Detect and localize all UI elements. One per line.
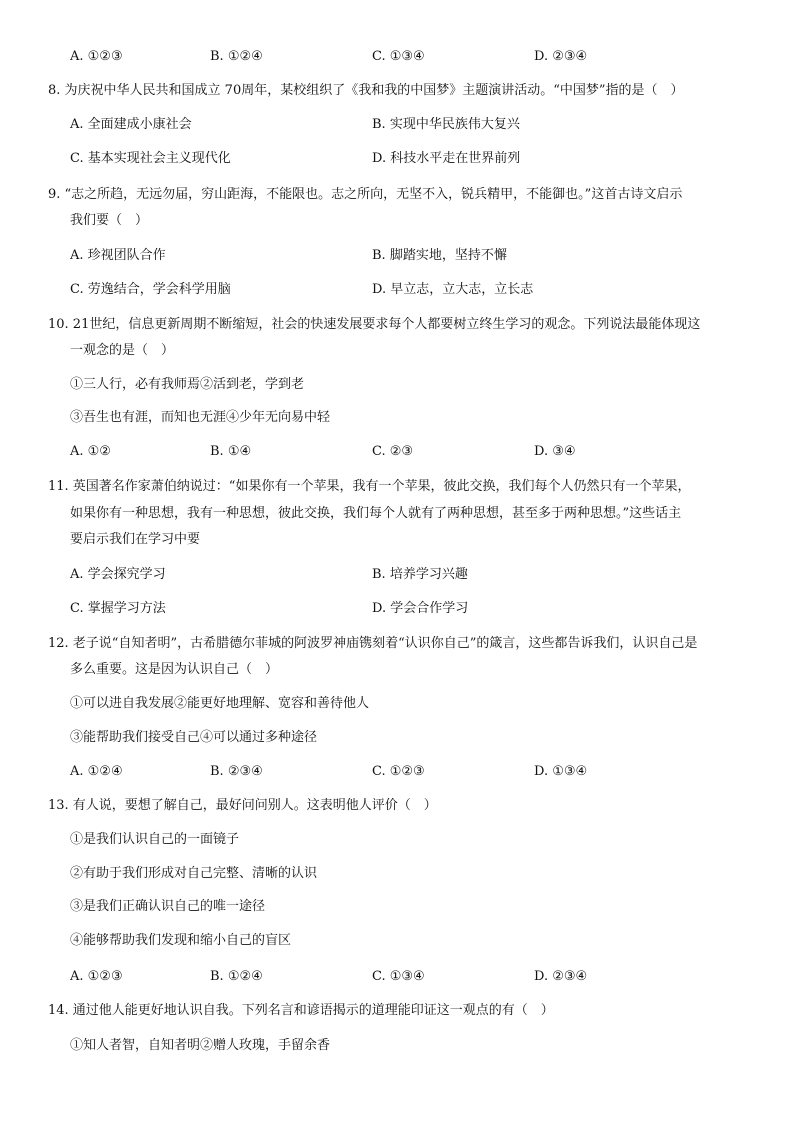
statement-line-2: ③能帮助我们接受自己④可以通过多种途径 — [70, 730, 318, 745]
question-stem-line-2: 如果你有一种思想，我有一种思想，彼此交换，我们每个人就有了两种思想，甚至多于两种思想。”这些话主 — [70, 506, 682, 521]
option-a: A. ①②③ — [70, 969, 123, 984]
question-stem-line-2: 一观念的是（ ） — [70, 343, 175, 358]
option-d: D. 早立志，立大志，立长志 — [372, 282, 534, 297]
option-a: A. 学会探究学习 — [70, 567, 166, 582]
statement-line-1: ①三人行，必有我师焉②活到老，学到老 — [70, 377, 305, 392]
statement-3: ③是我们正确认识自己的唯一途径 — [70, 899, 266, 914]
option-c: C. ②③ — [372, 444, 414, 459]
option-d: D. 科技水平走在世界前列 — [372, 151, 521, 166]
question-stem-line-1: 12. 老子说“自知者明”，古希腊德尔菲城的阿波罗神庙镌刻着“认识你自己”的箴言，这些都告诉我们，认识自己是 — [48, 636, 698, 651]
statement-line-1: ①知人者智，自知者明②赠人玫瑰，手留余香 — [70, 1038, 331, 1053]
statement-1: ①是我们认识自己的一面镜子 — [70, 832, 240, 847]
question-stem-line-2: 多么重要。这是因为认识自己（ ） — [70, 662, 279, 677]
option-a: A. 珍视团队合作 — [70, 248, 166, 263]
question-stem-line-1: 9. “志之所趋，无远勿届，穷山距海，不能限也。志之所向，无坚不入，锐兵精甲，不能御也。”这首古诗文启示 — [48, 187, 683, 202]
option-d: D. ③④ — [534, 444, 576, 459]
option-c: C. 基本实现社会主义现代化 — [70, 151, 231, 166]
statement-line-1: ①可以进自我发展②能更好地理解、宽容和善待他人 — [70, 696, 370, 711]
question-stem-line-1: 11. 英国著名作家萧伯纳说过：“如果你有一个苹果，我有一个苹果，彼此交换，我们每个人仍然只有一个苹果， — [48, 479, 691, 494]
option-b: B. ①②④ — [210, 969, 263, 984]
option-b: B. ①④ — [210, 444, 252, 459]
option-d: D. ②③④ — [534, 49, 588, 64]
option-d: D. ②③④ — [534, 969, 588, 984]
question-stem: 8. 为庆祝中华人民共和国成立 70周年，某校组织了《我和我的中国梦》主题演讲活动。“中国梦”指的是（ ） — [48, 83, 684, 98]
statement-line-2: ③吾生也有涯，而知也无涯④少年无向易中轻 — [70, 410, 331, 425]
question-stem-line-1: 10. 21世纪，信息更新周期不断缩短，社会的快速发展要求每个人都要树立终生学习的观念。下列说法最能体现这 — [48, 317, 701, 332]
statement-2: ②有助于我们形成对自己完整、清晰的认识 — [70, 866, 318, 881]
option-a: A. 全面建成小康社会 — [70, 117, 192, 132]
question-stem-line-3: 要启示我们在学习中要 — [70, 532, 201, 547]
option-b: B. ①②④ — [210, 49, 263, 64]
option-b: B. 实现中华民族伟大复兴 — [372, 117, 520, 132]
option-a: A. ①②③ — [70, 49, 123, 64]
option-d: D. 学会合作学习 — [372, 601, 469, 616]
question-stem: 13. 有人说，要想了解自己，最好问问别人。这表明他人评价（ ） — [48, 798, 437, 813]
option-b: B. ②③④ — [210, 764, 263, 779]
option-c: C. ①②③ — [372, 764, 425, 779]
option-a: A. ①② — [70, 444, 111, 459]
option-b: B. 脚踏实地，坚持不懈 — [372, 248, 507, 263]
option-c: C. 劳逸结合，学会科学用脑 — [70, 282, 231, 297]
option-c: C. ①③④ — [372, 969, 425, 984]
option-c: C. ①③④ — [372, 49, 425, 64]
option-c: C. 掌握学习方法 — [70, 601, 166, 616]
statement-4: ④能够帮助我们发现和缩小自己的盲区 — [70, 933, 292, 948]
option-b: B. 培养学习兴趣 — [372, 567, 468, 582]
question-stem-line-2: 我们要（ ） — [70, 213, 149, 228]
option-d: D. ①③④ — [534, 764, 588, 779]
question-stem: 14. 通过他人能更好地认识自我。下列名言和谚语揭示的道理能印证这一观点的有（ ） — [48, 1003, 554, 1018]
option-a: A. ①②④ — [70, 764, 123, 779]
